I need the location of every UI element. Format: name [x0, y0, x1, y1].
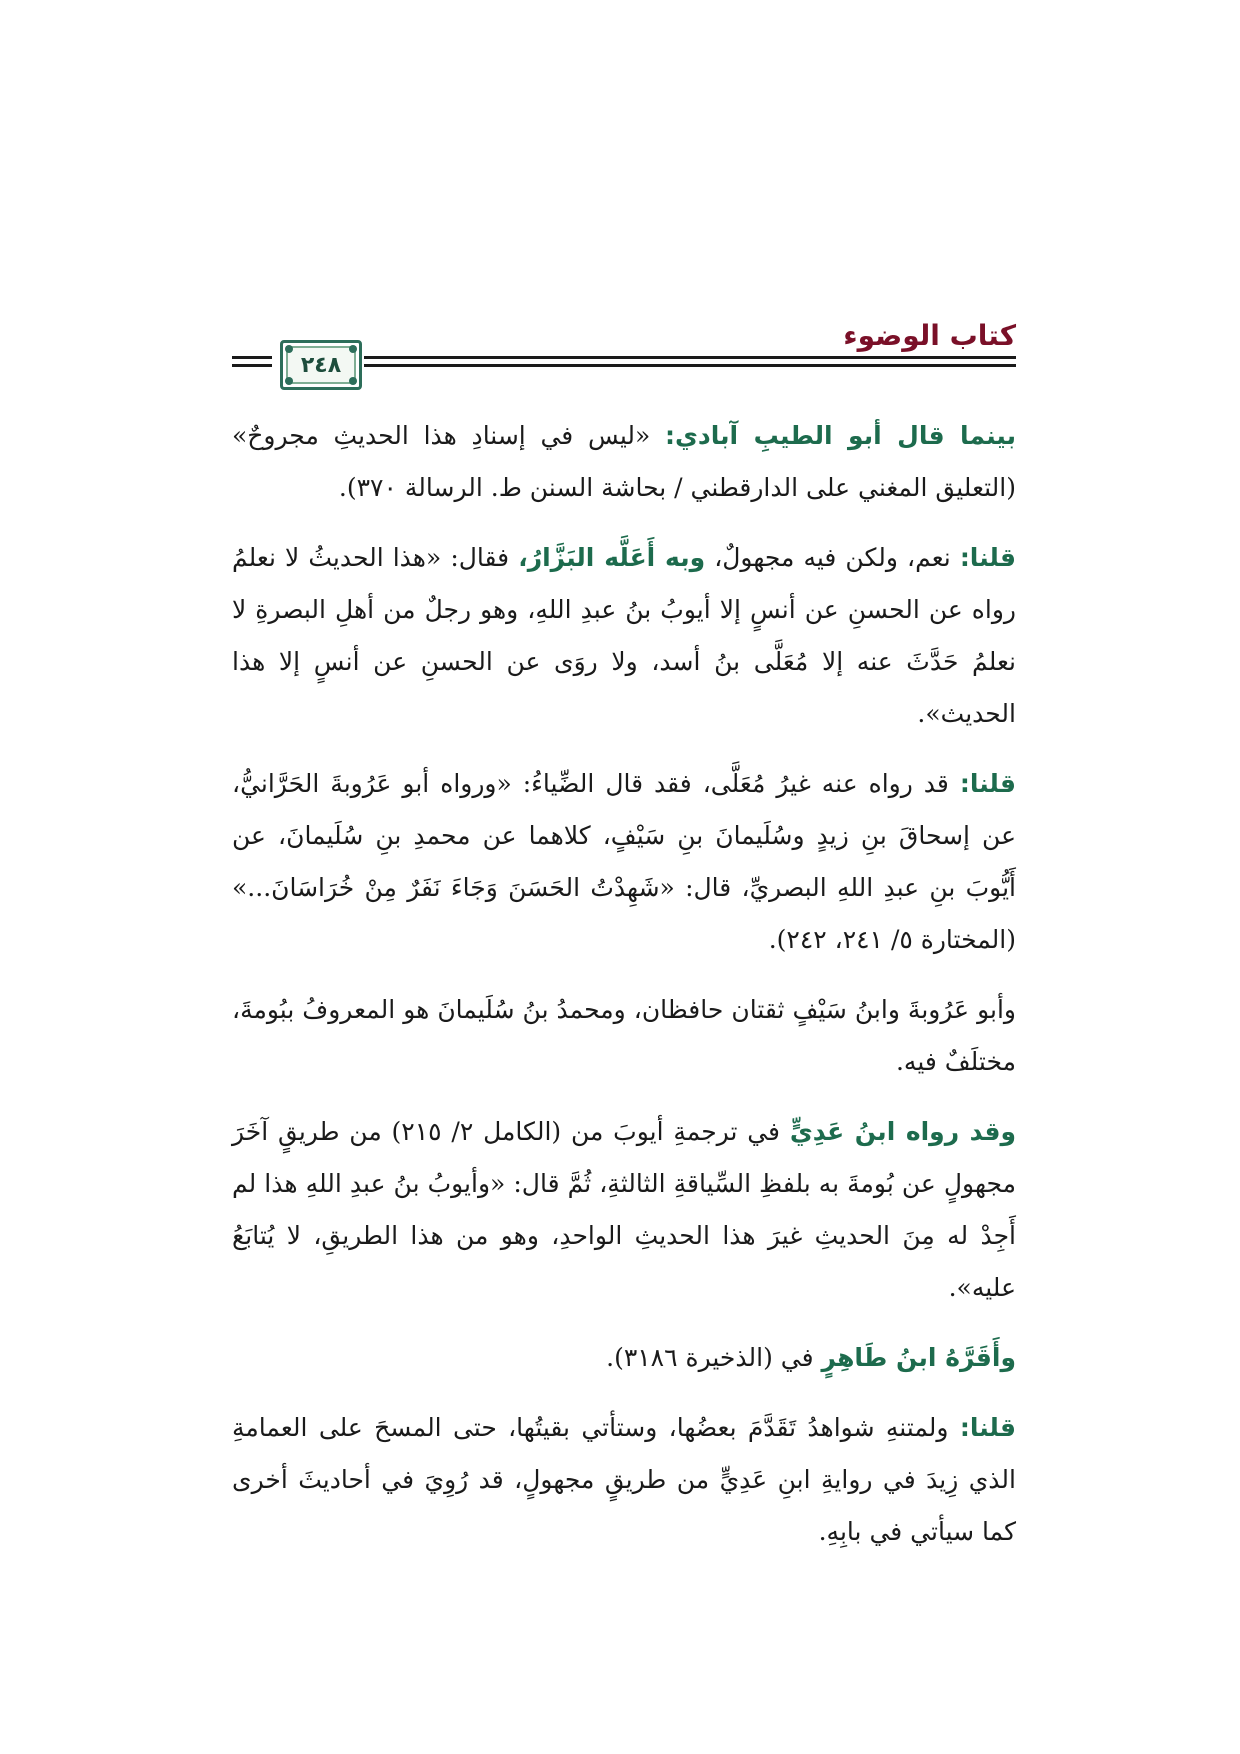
header-rule-left: [232, 364, 272, 367]
paragraph-text: في (الذخيرة ٣١٨٦).: [606, 1343, 822, 1372]
paragraph-text: «ليس في إسنادِ هذا الحديثِ مجروحٌ» (التعليق المغني على الدارقطني / بحاشة السنن ط. الرسالة ٣٧٠).: [232, 421, 1016, 502]
book-title: كتاب الوضوء: [843, 319, 1016, 352]
page-number: ٢٤٨: [300, 352, 342, 378]
paragraph-lead: قلنا:: [959, 1413, 1016, 1442]
header-rule: [364, 364, 1016, 367]
paragraph-lead: وقد رواه ابنُ عَدِيٍّ: [789, 1117, 1016, 1146]
header-rule-left: [232, 356, 272, 359]
paragraph: [232, 1106, 1016, 1314]
paragraph-lead: بينما قال أبو الطيبِ آبادي:: [665, 421, 1016, 450]
page-header: [232, 318, 1016, 378]
paragraph-text: نعم، ولكن فيه مجهولٌ،: [705, 543, 960, 572]
paragraph: [232, 984, 1016, 1088]
paragraph: [232, 1402, 1016, 1558]
paragraph-text: في ترجمةِ أيوبَ من (الكامل ٢/ ٢١٥) من طريقٍ آخَرَ مجهولٍ عن بُومةَ به بلفظِ السِّياقةِ الثالثةِ، ثُمَّ قال: «وأيوبُ بنُ عبدِ اللهِ هذا لم أَجِدْ له مِنَ الحديثِ غيرَ هذا الحديثِ الواحدِ، وهو من هذا الطريقِ، لا يُتابَعُ عليه».: [232, 1117, 1016, 1302]
paragraph-text: ولمتنهِ شواهدُ تَقَدَّمَ بعضُها، وستأتي بقيتُها، حتى المسحَ على العمامةِ الذي زِيدَ في روايةِ ابنِ عَدِيٍّ من طريقٍ مجهولٍ، قد رُوِيَ في أحاديثَ أخرى كما سيأتي في بابِهِ.: [232, 1413, 1016, 1546]
paragraph-lead: قلنا:: [959, 769, 1016, 798]
page-number-badge: [280, 340, 362, 390]
paragraph: [232, 758, 1016, 966]
paragraph-lead: وبه أَعَلَّه البَزَّارُ،: [518, 543, 706, 572]
paragraph-text: قد رواه عنه غيرُ مُعَلَّى، فقد قال الضِّياءُ: «ورواه أبو عَرُوبةَ الحَرَّانيُّ، عن إسحاقَ بنِ زيدٍ وسُلَيمانَ بنِ سَيْفٍ، كلاهما عن محمدِ بنِ سُلَيمانَ، عن أَيُّوبَ بنِ عبدِ اللهِ البصريِّ، قال: «شَهِدْتُ الحَسَنَ وَجَاءَ نَفَرٌ مِنْ خُرَاسَانَ...» (المختارة ٥/ ٢٤١، ٢٤٢).: [232, 769, 1016, 954]
paragraph: [232, 532, 1016, 740]
header-rule: [364, 356, 1016, 359]
paragraph-text: فقال: «هذا الحديثُ لا نعلمُ رواه عن الحسنِ عن أنسٍ إلا أيوبُ بنُ عبدِ اللهِ، وهو رجلٌ من أهلِ البصرةِ لا نعلمُ حَدَّثَ عنه إلا مُعَلَّى بنُ أسد، ولا روَى عن الحسنِ عن أنسٍ إلا هذا الحديث».: [232, 543, 1016, 728]
page-body: [232, 410, 1016, 1576]
paragraph-lead: وأَقَرَّهُ ابنُ طَاهِرٍ: [821, 1343, 1016, 1372]
paragraph: [232, 1332, 1016, 1384]
paragraph-lead: قلنا:: [959, 543, 1016, 572]
paragraph: [232, 410, 1016, 514]
paragraph-text: وأبو عَرُوبةَ وابنُ سَيْفٍ ثقتان حافظان، ومحمدُ بنُ سُلَيمانَ هو المعروفُ ببُومةَ، مختلَفٌ فيه.: [232, 995, 1016, 1076]
